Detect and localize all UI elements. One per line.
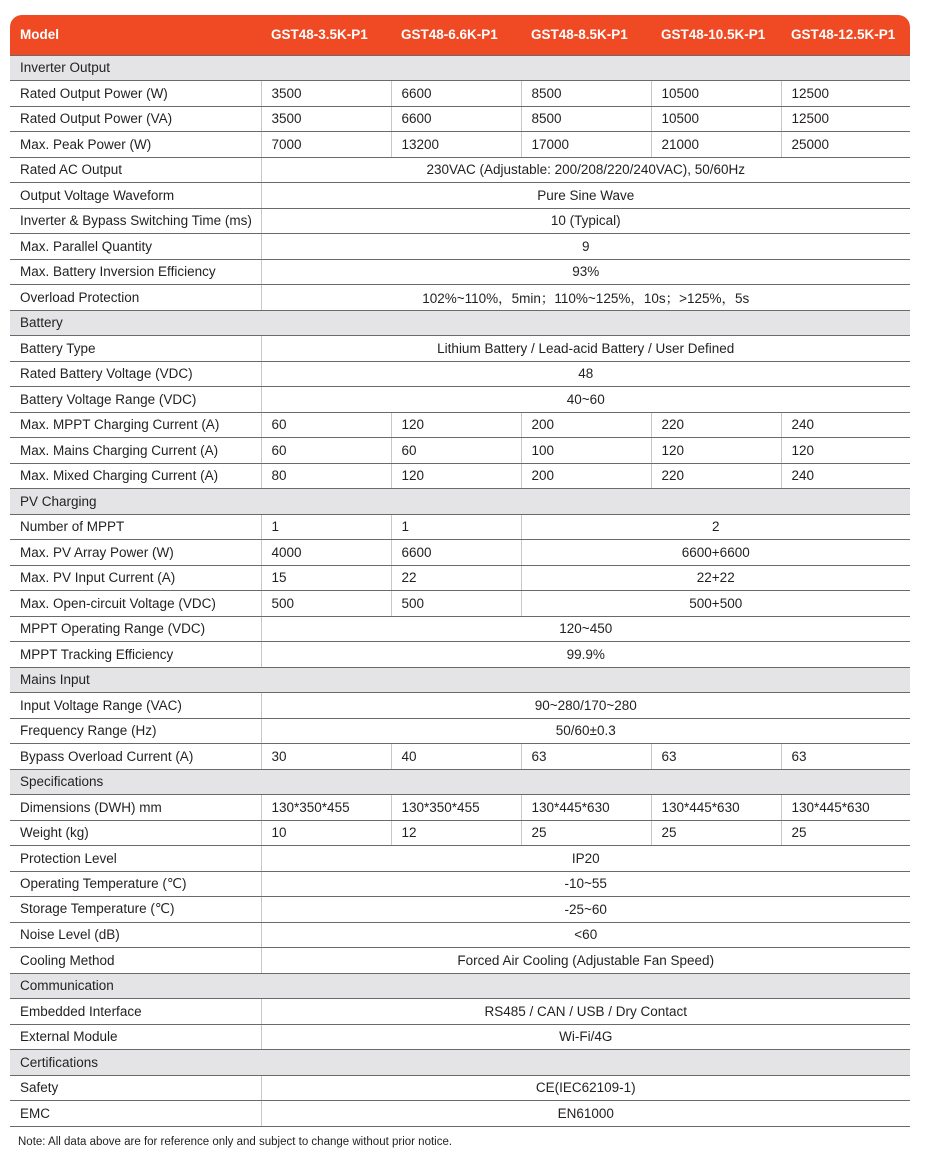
spec-value: <60 [261,922,910,948]
section-row [10,310,910,336]
header-row [10,15,910,55]
spec-value: 120 [391,463,521,489]
spec-value: 60 [261,438,391,464]
spec-row [10,591,910,617]
spec-value: 90~280/170~280 [261,693,910,719]
spec-row [10,336,910,362]
spec-row [10,208,910,234]
spec-value: 100 [521,438,651,464]
spec-value: 130*445*630 [521,795,651,821]
spec-label: Rated Output Power (VA) [10,106,261,132]
spec-value: 1 [261,514,391,540]
spec-value: 10500 [651,106,781,132]
spec-row [10,897,910,923]
spec-value: 3500 [261,106,391,132]
spec-value: -10~55 [261,871,910,897]
spec-row [10,106,910,132]
header-model-10-5k: GST48-10.5K-P1 [651,15,781,55]
spec-row [10,234,910,260]
spec-row [10,183,910,209]
spec-value: 80 [261,463,391,489]
footnote: Note: All data above are for reference only and subject to change without prior notice. [18,1136,453,1148]
spec-value: 40 [391,744,521,770]
spec-value: 220 [651,463,781,489]
spec-label: Max. Open-circuit Voltage (VDC) [10,591,261,617]
spec-row [10,514,910,540]
spec-label: External Module [10,1024,261,1050]
spec-value: 2 [521,514,910,540]
spec-label: Max. PV Array Power (W) [10,540,261,566]
spec-label: Max. Mains Charging Current (A) [10,438,261,464]
section-title: PV Charging [10,489,910,515]
spec-value: 6600 [391,540,521,566]
spec-value: 13200 [391,132,521,158]
spec-row [10,795,910,821]
spec-label: Bypass Overload Current (A) [10,744,261,770]
spec-row [10,846,910,872]
spec-value: 6600 [391,106,521,132]
spec-label: MPPT Operating Range (VDC) [10,616,261,642]
spec-value: 25 [521,820,651,846]
spec-row [10,718,910,744]
spec-value: 15 [261,565,391,591]
spec-value: 130*350*455 [261,795,391,821]
spec-value: 120~450 [261,616,910,642]
spec-value: 240 [781,412,910,438]
spec-value: 7000 [261,132,391,158]
spec-value: Lithium Battery / Lead-acid Battery / User Defined [261,336,910,362]
spec-row [10,1101,910,1127]
spec-label: Number of MPPT [10,514,261,540]
spec-body [10,55,910,1126]
spec-value: -25~60 [261,897,910,923]
spec-label: Safety [10,1075,261,1101]
spec-row [10,1024,910,1050]
spec-value: 22 [391,565,521,591]
spec-row [10,157,910,183]
spec-label: Embedded Interface [10,999,261,1025]
header-model-12-5k: GST48-12.5K-P1 [781,15,910,55]
spec-label: Max. PV Input Current (A) [10,565,261,591]
spec-value: 230VAC (Adjustable: 200/208/220/240VAC), 50/60Hz [261,157,910,183]
spec-value: 4000 [261,540,391,566]
section-row [10,667,910,693]
spec-label: Dimensions (DWH) mm [10,795,261,821]
spec-value: 93% [261,259,910,285]
spec-value: 10 [261,820,391,846]
spec-value: 6600+6600 [521,540,910,566]
spec-value: 21000 [651,132,781,158]
spec-table [10,15,910,1127]
spec-value: 6600 [391,81,521,107]
spec-value: 99.9% [261,642,910,668]
spec-value: 48 [261,361,910,387]
spec-row [10,463,910,489]
spec-label: Overload Protection [10,285,261,311]
spec-label: Max. Mixed Charging Current (A) [10,463,261,489]
spec-value: RS485 / CAN / USB / Dry Contact [261,999,910,1025]
spec-value: IP20 [261,846,910,872]
spec-label: Max. Peak Power (W) [10,132,261,158]
section-title: Battery [10,310,910,336]
spec-label: Max. Battery Inversion Efficiency [10,259,261,285]
spec-value: 60 [391,438,521,464]
spec-value: 25000 [781,132,910,158]
spec-value: 12 [391,820,521,846]
spec-value: 25 [651,820,781,846]
spec-label: Battery Voltage Range (VDC) [10,387,261,413]
spec-value: 200 [521,412,651,438]
spec-value: 22+22 [521,565,910,591]
spec-row [10,642,910,668]
spec-value: 130*445*630 [651,795,781,821]
spec-row [10,744,910,770]
spec-row [10,820,910,846]
spec-row [10,412,910,438]
header-model-8-5k: GST48-8.5K-P1 [521,15,651,55]
spec-value: 240 [781,463,910,489]
spec-row [10,132,910,158]
spec-value: 120 [781,438,910,464]
spec-value: 40~60 [261,387,910,413]
spec-row [10,922,910,948]
spec-value: 63 [651,744,781,770]
section-row [10,489,910,515]
spec-label: Inverter & Bypass Switching Time (ms) [10,208,261,234]
spec-value: Pure Sine Wave [261,183,910,209]
spec-value: 60 [261,412,391,438]
section-title: Communication [10,973,910,999]
spec-row [10,565,910,591]
spec-row [10,693,910,719]
spec-label: Battery Type [10,336,261,362]
header-model-6-6k: GST48-6.6K-P1 [391,15,521,55]
spec-label: EMC [10,1101,261,1127]
spec-label: MPPT Tracking Efficiency [10,642,261,668]
spec-value: 120 [391,412,521,438]
spec-label: Cooling Method [10,948,261,974]
spec-row [10,1075,910,1101]
section-title: Certifications [10,1050,910,1076]
spec-label: Noise Level (dB) [10,922,261,948]
spec-value: 17000 [521,132,651,158]
spec-row [10,81,910,107]
spec-value: 1 [391,514,521,540]
spec-value: 12500 [781,81,910,107]
spec-value: 10500 [651,81,781,107]
spec-value: 500 [261,591,391,617]
spec-value: 120 [651,438,781,464]
spec-label: Input Voltage Range (VAC) [10,693,261,719]
spec-value: 500+500 [521,591,910,617]
spec-label: Rated Battery Voltage (VDC) [10,361,261,387]
spec-value: 130*350*455 [391,795,521,821]
section-title: Specifications [10,769,910,795]
spec-value: 8500 [521,106,651,132]
spec-label: Max. Parallel Quantity [10,234,261,260]
section-title: Inverter Output [10,55,910,81]
spec-sheet [10,15,910,1127]
spec-row [10,285,910,311]
header-model-3-5k: GST48-3.5K-P1 [261,15,391,55]
spec-value: 10 (Typical) [261,208,910,234]
spec-value: 50/60±0.3 [261,718,910,744]
section-row [10,769,910,795]
spec-value: 500 [391,591,521,617]
spec-label: Protection Level [10,846,261,872]
spec-row [10,387,910,413]
spec-value: 12500 [781,106,910,132]
spec-value: 25 [781,820,910,846]
spec-value: 200 [521,463,651,489]
spec-row [10,948,910,974]
spec-value: 63 [781,744,910,770]
spec-value: EN61000 [261,1101,910,1127]
spec-label: Storage Temperature (℃) [10,897,261,923]
spec-value: Forced Air Cooling (Adjustable Fan Speed) [261,948,910,974]
spec-label: Rated AC Output [10,157,261,183]
spec-row [10,438,910,464]
section-row [10,973,910,999]
header-model-label: Model [10,15,261,55]
spec-row [10,871,910,897]
section-row [10,1050,910,1076]
spec-label: Rated Output Power (W) [10,81,261,107]
spec-row [10,616,910,642]
spec-row [10,999,910,1025]
spec-label: Weight (kg) [10,820,261,846]
section-title: Mains Input [10,667,910,693]
spec-value: 102%~110%，5min；110%~125%，10s；>125%，5s [261,285,910,311]
spec-value: 130*445*630 [781,795,910,821]
spec-label: Max. MPPT Charging Current (A) [10,412,261,438]
spec-row [10,540,910,566]
spec-label: Operating Temperature (℃) [10,871,261,897]
section-row [10,55,910,81]
spec-row [10,259,910,285]
spec-value: 9 [261,234,910,260]
spec-value: CE(IEC62109-1) [261,1075,910,1101]
spec-value: 8500 [521,81,651,107]
spec-value: 30 [261,744,391,770]
spec-value: 220 [651,412,781,438]
spec-value: Wi-Fi/4G [261,1024,910,1050]
spec-value: 63 [521,744,651,770]
spec-row [10,361,910,387]
spec-value: 3500 [261,81,391,107]
spec-label: Output Voltage Waveform [10,183,261,209]
spec-label: Frequency Range (Hz) [10,718,261,744]
